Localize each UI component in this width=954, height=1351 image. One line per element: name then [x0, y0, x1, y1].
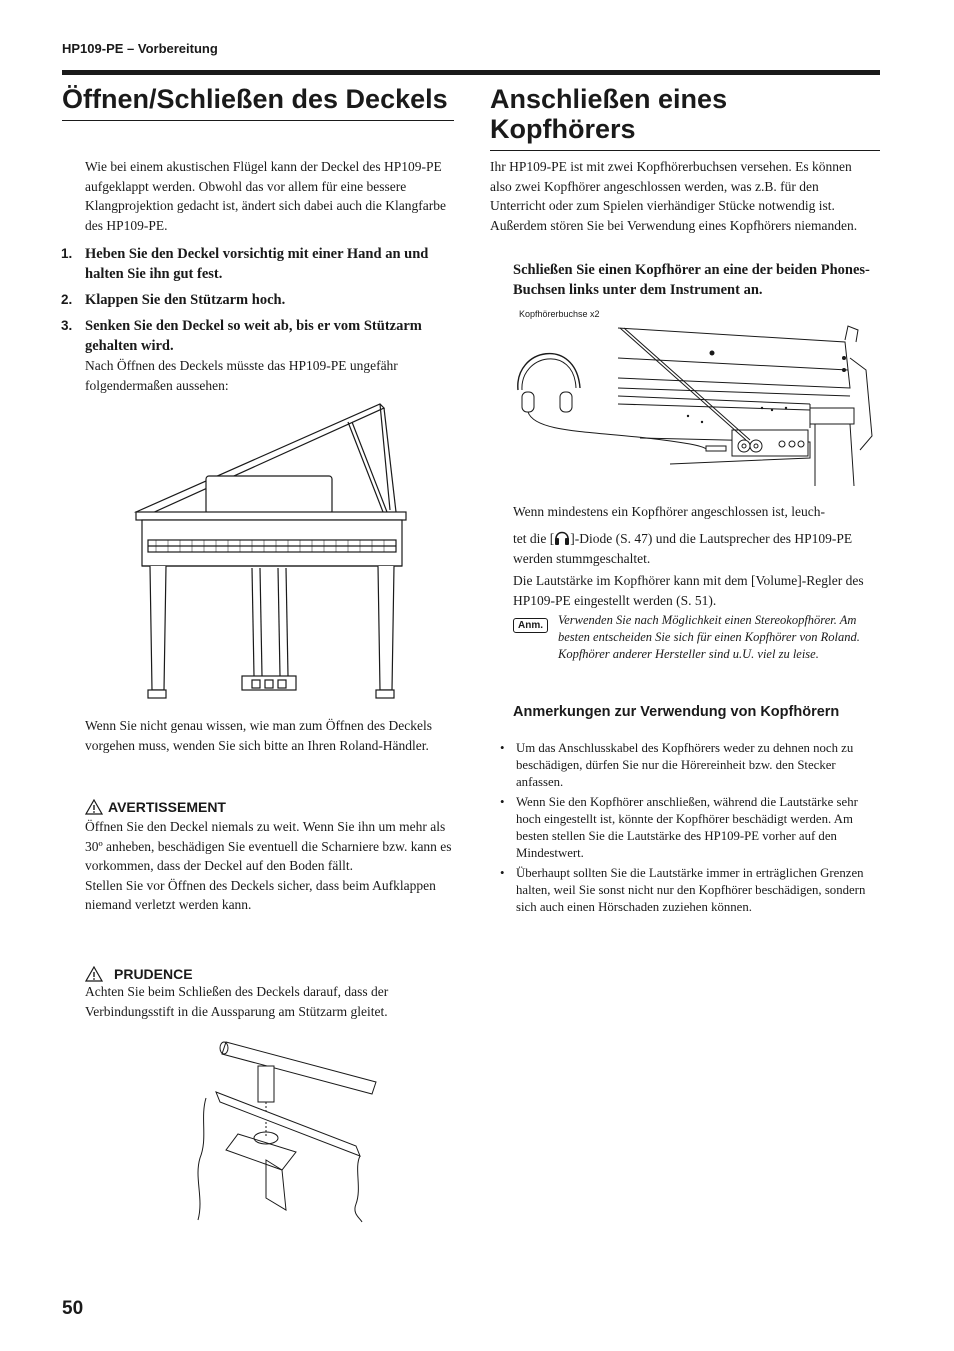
piano-illustration	[128, 400, 418, 705]
note-badge: Anm.	[513, 615, 548, 633]
warning-text-1: Öffnen Sie den Deckel niemals zu weit. Wenn Sie ihn um mehr als 30º anheben, beschädigen Sie eventuell die Scharniere bzw. kann es vorkommen, dass der Deckel auf den Boden fällt.	[85, 819, 452, 873]
step-1: 1. Heben Sie den Deckel vorsichtig mit einer Hand an und halten Sie ihn gut fest.	[61, 246, 429, 282]
left-column	[62, 84, 454, 121]
figure-caption: Kopfhörerbuchse x2	[519, 309, 600, 319]
step-2: 2. Klappen Sie den Stützarm hoch.	[61, 292, 286, 308]
step-3: 3. Senken Sie den Deckel so weit ab, bis er vom Stützarm gehalten wird.	[61, 318, 422, 354]
warning-heading: AVERTISSEMENT	[85, 799, 455, 815]
headphone-jack-illustration	[510, 318, 880, 488]
lid-steps	[61, 244, 455, 395]
section-title-lid: Öffnen/Schließen des Deckels	[62, 84, 448, 114]
warning-text-2: Stellen Sie vor Öffnen des Deckels sicher, dass beim Aufklappen niemand verletzt werden kann.	[85, 877, 436, 912]
list-item: • Wenn Sie den Kopfhörer anschließen, während die Lautstärke sehr hoch eingestellt ist, könnte der Kopfhörer beschädigt werden. Am besten stellen Sie die Lautstärke des HP109-PE vorher auf den Mindestwert.	[498, 794, 878, 862]
caution-text: Achten Sie beim Schließen des Deckels darauf, dass der Verbindungsstift in die Aussparung am Stützarm gleitet.	[85, 984, 389, 1019]
lid-intro: Wie bei einem akustischen Flügel kann der Deckel des HP109-PE aufgeklappt werden. Obwohl das vor allem für eine bessere Klangprojektion gedacht ist, ändert sich dabei auch die Klangfarbe des HP109-PE.	[85, 159, 446, 233]
remarks-heading: Anmerkungen zur Verwendung von Kopfhörern	[513, 704, 840, 720]
headphones-intro: Ihr HP109-PE ist mit zwei Kopfhörerbuchsen versehen. Es können also zwei Kopfhörer angeschlossen werden, was z.B. für den Unterricht oder zum Spielen vierhändiger Stücke notwendig ist. Außerdem stören Sie bei Verwendung eines Kopfhörers niemanden.	[490, 159, 858, 233]
list-item: • Überhaupt sollten Sie die Lautstärke immer in erträglichen Grenzen halten, weil Sie sonst nicht nur den Kopfhörer beschädigen, sondern sich auch einen Hörschaden zuziehen können.	[498, 865, 878, 916]
list-item: • Um das Anschlusskabel des Kopfhörers weder zu dehnen noch zu beschädigen, dürfen Sie nur die Hörereinheit bzw. den Stecker anfassen.	[498, 740, 878, 791]
headphone-instruction: Schließen Sie einen Kopfhörer an eine der beiden Phones-Buchsen links unter dem Instrument an.	[513, 262, 870, 298]
title-rule-right	[490, 150, 880, 151]
caution-triangle-icon	[85, 966, 103, 982]
led-text-line2: tet die [ ]-Diode (S. 47) und die Lautsprecher des HP109-PE werden stummgeschaltet.	[513, 528, 883, 568]
caution-block	[85, 966, 455, 1021]
title-rule	[62, 120, 454, 121]
volume-text: Die Lautstärke im Kopfhörer kann mit dem [Volume]-Regler des HP109-PE eingestellt werden (S. 51).	[513, 573, 864, 608]
section-title-headphones: Anschließen eines Kopfhörers	[490, 84, 728, 144]
headphone-icon	[554, 528, 570, 546]
remarks-list	[498, 740, 878, 919]
led-text-line1: Wenn mindestens ein Kopfhörer angeschlossen ist, leuch-	[513, 504, 825, 519]
after-steps-text: Nach Öffnen des Deckels müsste das HP109-PE ungefähr folgendermaßen aussehen:	[85, 358, 398, 393]
warning-triangle-icon	[85, 799, 103, 815]
lid-pin-illustration	[186, 1038, 386, 1223]
page-number: 50	[62, 1298, 84, 1319]
right-column	[490, 84, 880, 151]
caution-heading: PRUDENCE	[85, 966, 455, 982]
running-header: HP109-PE – Vorbereitung	[62, 41, 218, 56]
note-text: Verwenden Sie nach Möglichkeit einen Stereokopfhörer. Am besten entscheiden Sie sich für einen Kopfhörer von Roland. Kopfhörer anderer Hersteller sind u.U. viel zu leise.	[558, 613, 860, 661]
warning-block	[85, 799, 455, 915]
header-rule	[62, 70, 880, 75]
dealer-text: Wenn Sie nicht genau wissen, wie man zum Öffnen des Deckels vorgehen muss, wenden Sie sich bitte an Ihren Roland-Händler.	[85, 718, 432, 753]
